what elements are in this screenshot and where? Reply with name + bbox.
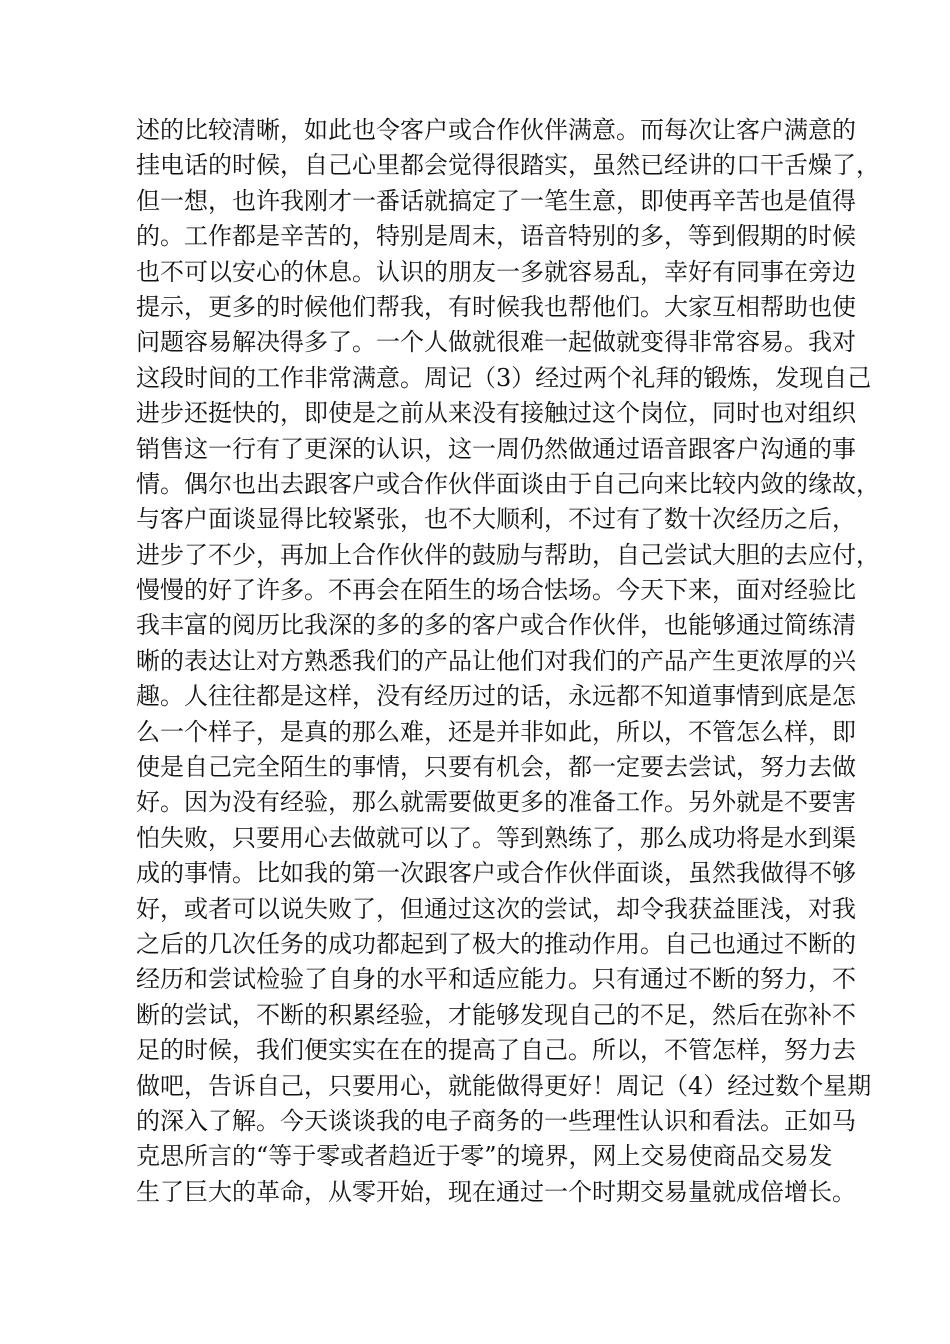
text-line: 的。工作都是辛苦的，特别是周末，语音特别的多，等到假期的时候 xyxy=(136,222,856,251)
text-line: 销售这一行有了更深的认识，这一周仍然做通过语音跟客户沟通的事 xyxy=(136,434,856,463)
text-line: 趣。人往往都是这样，没有经历过的话，永远都不知道事情到底是怎 xyxy=(136,682,856,711)
text-line: 但一想，也许我刚才一番话就搞定了一笔生意，即使再辛苦也是值得 xyxy=(136,186,856,215)
text-line: 与客户面谈显得比较紧张，也不大顺利，不过有了数十次经历之后， xyxy=(136,505,856,534)
text-line: 也不可以安心的休息。认识的朋友一多就容易乱，幸好有同事在旁边 xyxy=(136,257,856,286)
text-line: 好。因为没有经验，那么就需要做更多的准备工作。另外就是不要害 xyxy=(136,788,856,817)
text-line: 述的比较清晰，如此也令客户或合作伙伴满意。而每次让客户满意的 xyxy=(136,116,856,144)
text-line: 我丰富的阅历比我深的多的多的客户或合作伙伴，也能够通过简练清 xyxy=(136,611,856,640)
text-line: 问题容易解决得多了。一个人做就很难一起做就变得非常容易。我对 xyxy=(136,328,856,357)
text-line: 晰的表达让对方熟悉我们的产品让他们对我们的产品产生更浓厚的兴 xyxy=(136,646,856,675)
text-line: 之后的几次任务的成功都起到了极大的推动作用。自己也通过不断的 xyxy=(136,929,856,958)
body-text xyxy=(136,113,880,1210)
text-line: 进步还挺快的，即使是之前从来没有接触过这个岗位，同时也对组织 xyxy=(136,399,856,428)
text-line: 么一个样子，是真的那么难，还是并非如此，所以，不管怎么样，即 xyxy=(136,717,856,746)
text-line: 情。偶尔也出去跟客户或合作伙伴面谈由于自己向来比较内敛的缘故， xyxy=(136,469,880,498)
text-line: 断的尝试，不断的积累经验，才能够发现自己的不足，然后在弥补不 xyxy=(136,1000,856,1029)
text-line: 提示，更多的时候他们帮我，有时候我也帮他们。大家互相帮助也使 xyxy=(136,292,856,321)
text-line: 挂电话的时候，自己心里都会觉得很踏实，虽然已经讲的口干舌燥了， xyxy=(136,151,880,180)
text-line: 进步了不少，再加上合作伙伴的鼓励与帮助，自己尝试大胆的去应付， xyxy=(136,540,880,569)
text-line: 慢慢的好了许多。不再会在陌生的场合怯场。今天下来，面对经验比 xyxy=(136,576,856,605)
text-line: 使是自己完全陌生的事情，只要有机会，都一定要去尝试，努力去做 xyxy=(136,753,856,782)
text-line: 这段时间的工作非常满意。周记（3）经过两个礼拜的锻炼，发现自己 xyxy=(136,363,872,392)
text-line: 怕失败，只要用心去做就可以了。等到熟练了，那么成功将是水到渠 xyxy=(136,823,856,852)
text-line: 做吧，告诉自己，只要用心，就能做得更好！周记（4）经过数个星期 xyxy=(136,1071,872,1100)
text-line: 足的时候，我们便实实在在的提高了自己。所以，不管怎样，努力去 xyxy=(136,1036,856,1065)
text-line: 生了巨大的革命，从零开始，现在通过一个时期交易量就成倍增长。 xyxy=(136,1177,856,1206)
text-line: 的深入了解。今天谈谈我的电子商务的一些理性认识和看法。正如马 xyxy=(136,1106,856,1135)
text-line: 经历和尝试检验了自身的水平和适应能力。只有通过不断的努力，不 xyxy=(136,965,856,994)
text-line: 好，或者可以说失败了，但通过这次的尝试，却令我获益匪浅，对我 xyxy=(136,894,856,923)
text-line: 克思所言的“等于零或者趋近于零”的境界，网上交易使商品交易发 xyxy=(136,1142,833,1171)
text-line: 成的事情。比如我的第一次跟客户或合作伙伴面谈，虽然我做得不够 xyxy=(136,859,856,888)
